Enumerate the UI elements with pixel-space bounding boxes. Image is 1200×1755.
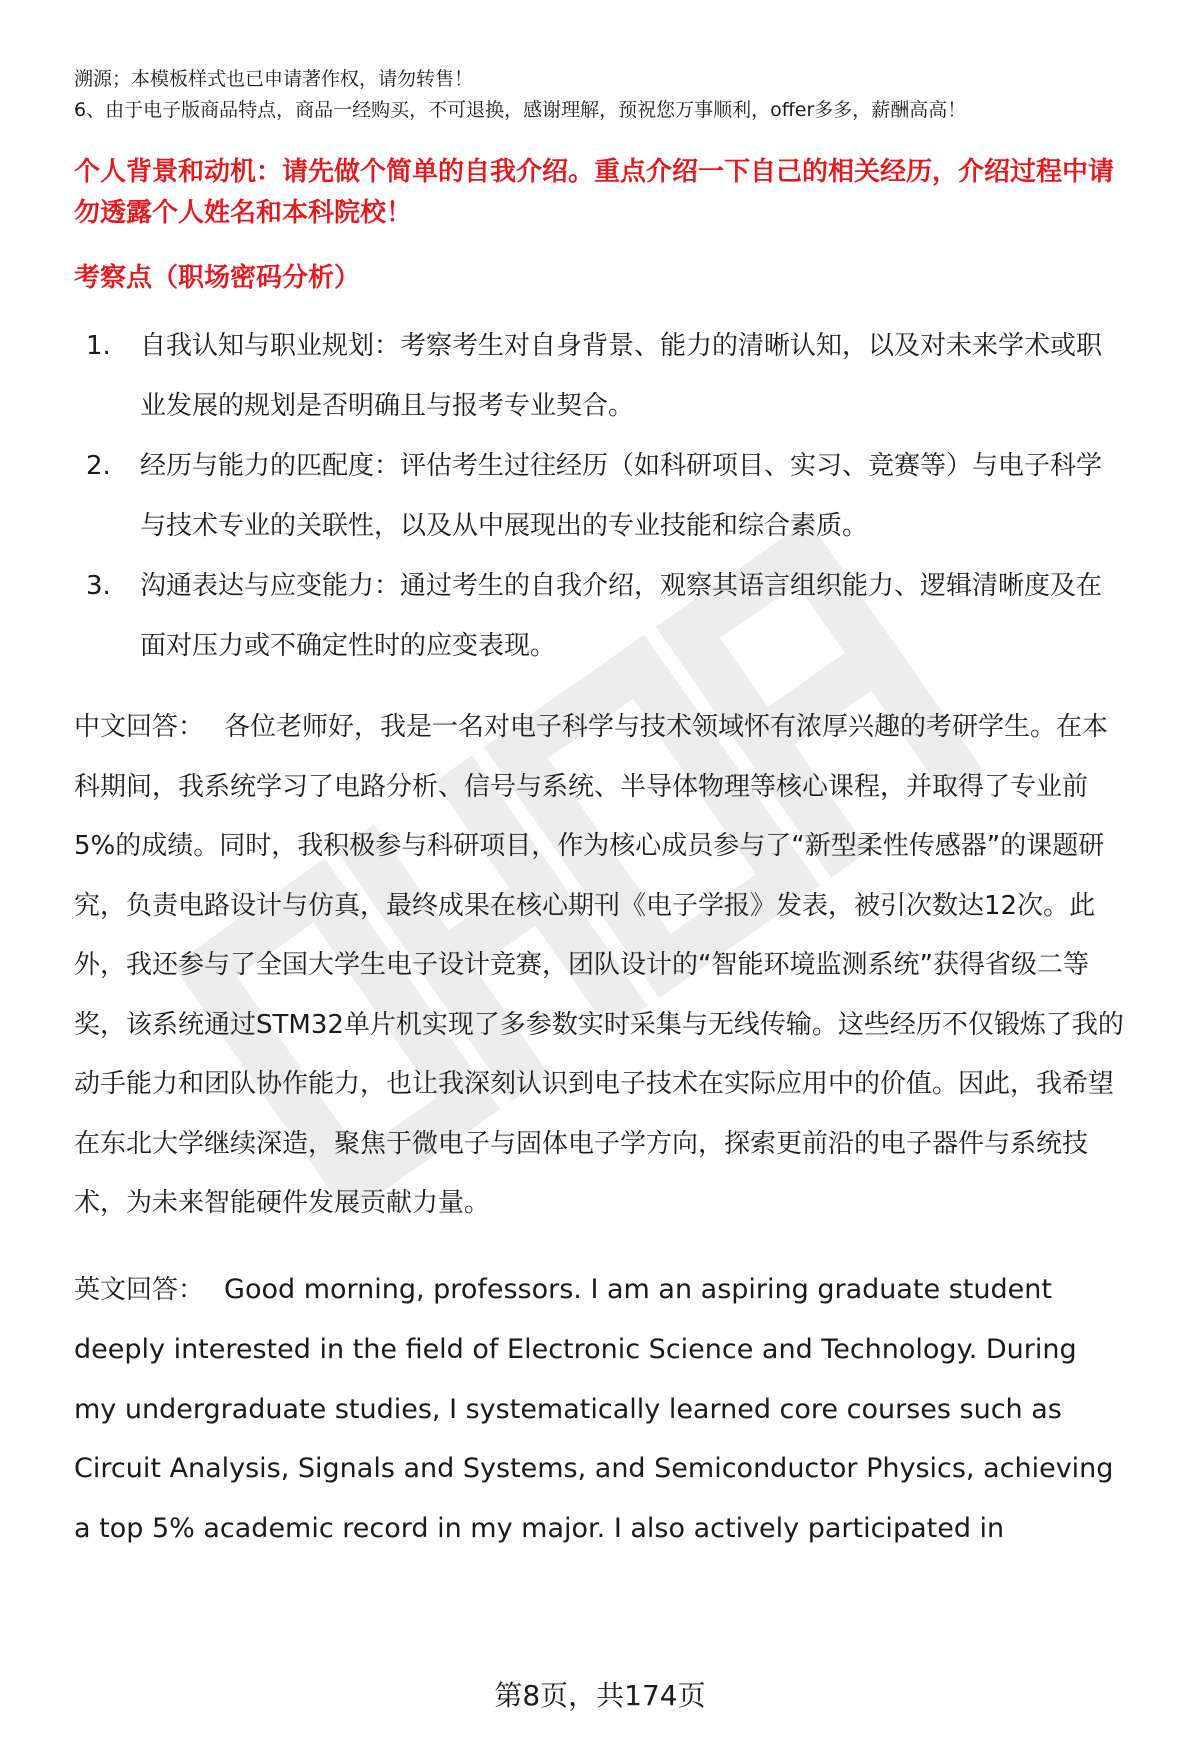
page-number-footer: 第8页，共174页 [494,1679,706,1712]
question-heading: 个人背景和动机：请先做个简单的自我介绍。重点介绍一下自己的相关经历，介绍过程中请勿透露个人姓名和本科院校！ [74,157,1115,228]
notice-line: 溯源；本模板样式也已申请著作权，请勿转售！ [74,68,474,90]
list-text: 经历与能力的匹配度：评估考生过往经历（如科研项目、实习、竞赛等）与电子科学与技术专业的关联性，以及从中展现出的专业技能和综合素质。 [140,451,1103,541]
english-answer-label: 英文回答： [74,1274,205,1305]
list-number: 3. [86,571,111,601]
notice-line: 6、由于电子版商品特点，商品一经购买，不可退换，感谢理解，预祝您万事顺利，offer多多，薪酬高高！ [74,99,967,121]
chinese-answer-text: 各位老师好，我是一名对电子科学与技术领域怀有浓厚兴趣的考研学生。在本科期间，我系统学习了电路分析、信号与系统、半导体物理等核心课程，并取得了专业前5%的成绩。同时，我积极参与科研项目，作为核心成员参与了“新型柔性传感器”的课题研究，负责电路设计与仿真，最终成果在核心期刊《电子学报》发表，被引次数达12次。此外，我还参与了全国大学生电子设计竞赛，团队设计的“智能环境监测系统”获得省级二等奖，该系统通过STM32单片机实现了多参数实时采集与无线传输。这些经历不仅锻炼了我的动手能力和团队协作能力，也让我深刻认识到电子技术在实际应用中的价值。因此，我希望在东北大学继续深造，聚焦于微电子与固体电子学方向，探索更前沿的电子器件与系统技术，为未来智能硬件发展贡献力量。 [74,712,1124,1218]
list-item [74,556,1126,676]
list-number: 1. [86,331,111,361]
english-answer [74,1260,1126,1559]
evaluation-title: 考察点（职场密码分析） [74,263,361,293]
list-text: 自我认知与职业规划：考察考生对自身背景、能力的清晰认知，以及对未来学术或职业发展的规划是否明确且与报考专业契合。 [140,331,1103,421]
chinese-answer [74,698,1126,1234]
list-number: 2. [86,451,111,481]
chinese-answer-label: 中文回答： [74,712,205,742]
english-answer-text: Good morning, professors. I am an aspiring graduate student deeply interested in the field of Electronic Science and Technology. During my undergraduate studies, I systematically learned core courses such as Circuit Analysis, Signals and Systems, and Semiconductor Physics, achieving a top 5% academic record in my major. I also actively participated in [74,1273,1114,1544]
list-item [74,436,1126,556]
list-item [74,316,1126,436]
evaluation-points-list [74,316,1126,676]
list-text: 沟通表达与应变能力：通过考生的自我介绍，观察其语言组织能力、逻辑清晰度及在面对压力或不确定性时的应变表现。 [140,571,1103,661]
